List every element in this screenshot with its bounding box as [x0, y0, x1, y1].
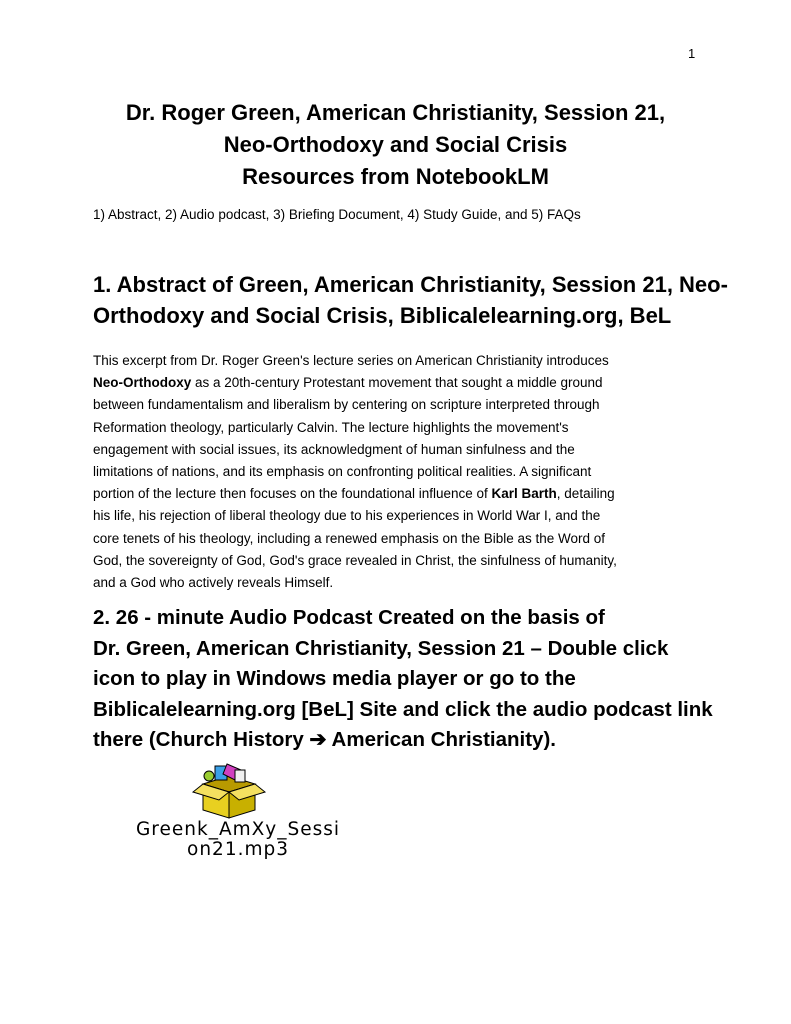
abstract-text: portion of the lecture then focuses on the foundational influence of	[93, 486, 492, 502]
title-line-1: Dr. Roger Green, American Christianity, Session 21,	[125, 100, 666, 125]
filename-line-2: on21.mp3	[187, 839, 289, 860]
package-icon	[189, 762, 269, 820]
section-1-heading-line-2: Orthodoxy and Social Crisis, Biblicalelearning.org, BeL	[93, 303, 672, 328]
abstract-line: between fundamentalism and liberalism by centering on scripture interpreted through	[93, 397, 600, 413]
filename-line-1: Greenk_AmXy_Sessi	[135, 819, 341, 840]
abstract-line: engagement with social issues, its acknowledgment of human sinfulness and the	[93, 441, 575, 457]
resource-list: 1) Abstract, 2) Audio podcast, 3) Briefing Document, 4) Study Guide, and 5) FAQs	[93, 207, 581, 222]
document-title	[60, 97, 731, 193]
title-line-2: Neo-Orthodoxy and Social Crisis	[223, 132, 568, 157]
karl-barth-term: Karl Barth	[491, 486, 557, 502]
section-2-line: icon to play in Windows media player or go to the	[93, 667, 576, 690]
arrow-icon: ➔	[309, 728, 327, 751]
abstract-line: This excerpt from Dr. Roger Green's lecture series on American Christianity introduces	[93, 353, 609, 368]
section-2-text: there (Church History	[93, 728, 310, 751]
section-1-heading	[93, 269, 728, 331]
section-2-line	[93, 725, 733, 756]
section-2-heading	[93, 603, 733, 756]
abstract-line: Reformation theology, particularly Calvin. The lecture highlights the movement's	[93, 419, 569, 435]
abstract-line: limitations of nations, and its emphasis on confronting political realities. A significant	[93, 464, 592, 480]
abstract-line	[93, 372, 703, 394]
title-line-3: Resources from NotebookLM	[242, 164, 549, 189]
abstract-text: , detailing	[556, 486, 615, 502]
abstract-line: and a God who actively reveals Himself.	[93, 575, 334, 591]
section-2-text: American Christianity).	[326, 728, 556, 751]
page-number: 1	[688, 46, 696, 61]
section-2-line: 2. 26 - minute Audio Podcast Created on the basis of	[93, 606, 605, 629]
attachment-filename	[93, 820, 383, 860]
abstract-text: as a 20th-century Protestant movement that sought a middle ground	[191, 375, 603, 391]
neo-orthodoxy-term: Neo-Orthodoxy	[93, 375, 192, 391]
audio-podcast-attachment[interactable]	[93, 762, 383, 877]
abstract-line: core tenets of his theology, including a renewed emphasis on the Bible as the Word of	[93, 530, 606, 546]
abstract-line	[93, 483, 703, 505]
section-1-heading-line-1: 1. Abstract of Green, American Christianity, Session 21, Neo-	[93, 272, 728, 297]
abstract-paragraph	[93, 350, 703, 594]
section-2-line: Dr. Green, American Christianity, Session 21 – Double click	[93, 636, 669, 660]
abstract-line: God, the sovereignty of God, God's grace revealed in Christ, the sinfulness of humanity,	[93, 552, 617, 568]
abstract-line: his life, his rejection of liberal theology due to his experiences in World War I, and the	[93, 508, 601, 524]
section-2-line: Biblicalelearning.org [BeL] Site and click the audio podcast link	[93, 697, 713, 721]
